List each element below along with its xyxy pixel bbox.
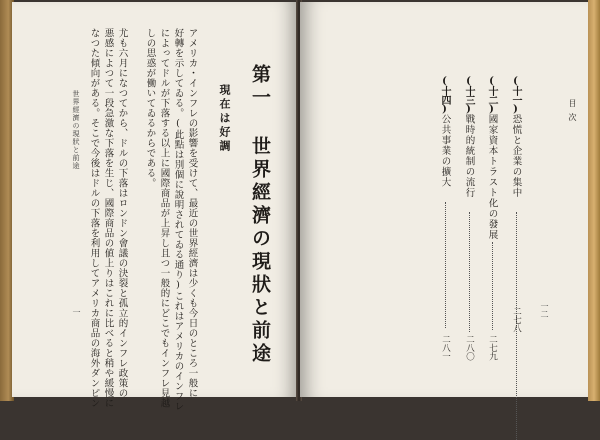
paragraph-line: 好轉を示してゐる。(此點は別個に說明されてゐる通り)これはアメリカのインフレ — [172, 28, 184, 411]
right-page — [300, 2, 590, 397]
toc-leader-dots — [469, 212, 470, 332]
page-number: 一二 — [540, 302, 549, 318]
running-head: 世界經濟の現狀と前途 — [72, 90, 80, 170]
toc-entry-number: (十三) — [463, 76, 474, 114]
paragraph-line: なつた傾向がある。そこで今後はドルの下落を利用してアメリカ商品の海外ダンピン — [88, 28, 100, 408]
toc-entry-number: (十二) — [486, 76, 497, 114]
chapter-title: 第一 世界經濟の現狀と前途 — [249, 64, 271, 366]
paragraph-line: しの思惑が働いてゐるからである。 — [144, 28, 156, 188]
page-number: 一 — [72, 308, 81, 316]
toc-entry-page: 二八〇 — [464, 335, 475, 361]
toc-entry-title: 戰時的統制の流行 — [463, 114, 475, 198]
toc-entry-page: 二八一 — [440, 335, 451, 361]
toc-entry-title: 國家資本トラスト化の發展 — [486, 114, 498, 240]
section-title: 現在は好調 — [218, 84, 231, 154]
paragraph-line: によってドルが下落する以上に國際商品が上昇し且つ一般的にどこでもインフレ見越 — [158, 28, 170, 408]
paragraph-line: 尤も六月になつてから、ドルの下落はロンドン會議の決裂と孤立的インフレ政策の — [116, 28, 128, 398]
toc-entry-page: 二七九 — [487, 335, 498, 361]
toc-entry-title: 恐慌と企業の集中 — [510, 114, 522, 198]
toc-entry-page: 二七八 — [511, 307, 522, 333]
toc-title: 目次 — [568, 99, 577, 127]
toc-entry-number: (十一) — [510, 76, 521, 114]
paragraph-line: アメリカ・インフレの影響を受けて、最近の世界經濟は少くも今日のところ一般に — [186, 28, 198, 398]
toc-leader-dots — [445, 202, 446, 328]
toc-leader-dots — [492, 242, 493, 330]
toc-entry-number: (十四) — [439, 76, 450, 114]
paragraph-line: 悪感によつて一段急激な下落を生じ、國際商品の値上りはこれに比べると稍や緩慢に — [102, 28, 114, 408]
book-cover-right-edge — [588, 0, 600, 401]
left-page — [12, 2, 298, 411]
toc-entry-title: 公共事業の擴大 — [439, 114, 451, 188]
